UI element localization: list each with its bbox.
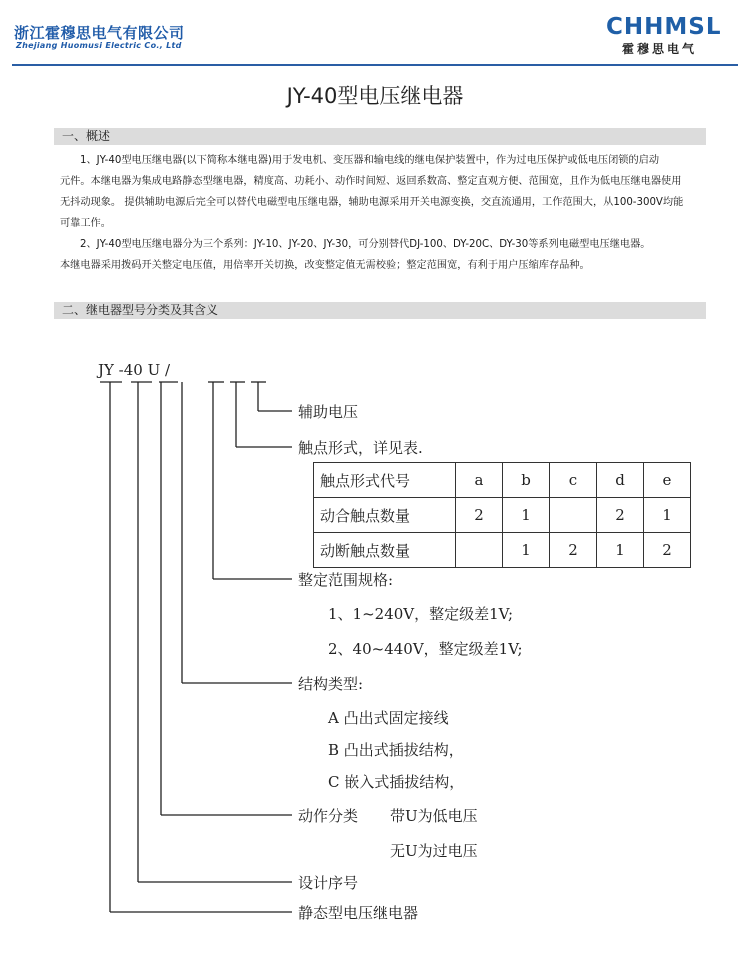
design-serial-label: 设计序号 bbox=[298, 874, 359, 892]
table-cell: 2 bbox=[550, 533, 597, 568]
contact-form-label: 触点形式，详见表. bbox=[298, 439, 423, 457]
table-row bbox=[314, 533, 691, 568]
overview-p2-line2: 本继电器采用拨码开关整定电压值，用倍率开关切换，改变整定值无需校验；整定范围宽，有利于用户压缩库存品种。 bbox=[60, 260, 590, 271]
static-relay-label: 静态型电压继电器 bbox=[298, 904, 419, 922]
section-heading-overview: 一、概述 bbox=[54, 128, 706, 145]
action-type-label: 动作分类 bbox=[298, 807, 359, 825]
action-without-u: 无U为过电压 bbox=[390, 842, 478, 860]
table-cell: 2 bbox=[456, 498, 503, 533]
table-row-label: 动断触点数量 bbox=[314, 533, 456, 568]
overview-p1-line4: 可靠工作。 bbox=[60, 218, 111, 229]
table-row bbox=[314, 463, 691, 498]
structure-option-a: A 凸出式固定接线 bbox=[328, 709, 449, 727]
brand-logo: CHHMSL bbox=[606, 14, 722, 40]
structure-type-label: 结构类型: bbox=[298, 675, 364, 693]
structure-option-c: C 嵌入式插拔结构， bbox=[328, 773, 465, 791]
table-row-label: 动合触点数量 bbox=[314, 498, 456, 533]
table-cell: d bbox=[597, 463, 644, 498]
company-name-cn: 浙江霍穆思电气有限公司 bbox=[14, 24, 185, 42]
table-cell: 1 bbox=[503, 498, 550, 533]
overview-p1-line2: 元件。本继电器为集成电路静态型继电器，精度高、功耗小、动作时间短、返回系数高、整定直观方便、范围宽，且作为低电压继电器使用 bbox=[60, 176, 682, 187]
aux-voltage-label: 辅助电压 bbox=[298, 403, 359, 421]
structure-option-b: B 凸出式插拔结构， bbox=[328, 741, 464, 759]
document-title: JY-40型电压继电器 bbox=[286, 84, 464, 108]
setting-range-option-2: 2、40~440V，整定级差1V; bbox=[328, 640, 523, 658]
brand-logo-subtitle: 霍穆思电气 bbox=[622, 42, 698, 56]
table-row bbox=[314, 498, 691, 533]
setting-range-option-1: 1、1~240V，整定级差1V; bbox=[328, 605, 514, 623]
table-cell bbox=[550, 498, 597, 533]
setting-range-label: 整定范围规格: bbox=[298, 571, 394, 589]
overview-p2-line1: 2、JY-40型电压继电器分为三个系列：JY-10、JY-20、JY-30，可分别替代DJ-100、DY-20C、DY-30等系列电磁型电压继电器。 bbox=[80, 239, 651, 250]
table-header-label: 触点形式代号 bbox=[314, 463, 456, 498]
contact-form-table bbox=[313, 462, 691, 568]
company-name-en: Zhejiang Huomusi Electric Co., Ltd bbox=[16, 41, 182, 50]
action-with-u: 带U为低电压 bbox=[390, 807, 478, 825]
model-code: JY -40 U / bbox=[98, 361, 171, 379]
table-cell: 1 bbox=[503, 533, 550, 568]
table-cell: e bbox=[644, 463, 691, 498]
table-cell: 2 bbox=[644, 533, 691, 568]
table-cell: c bbox=[550, 463, 597, 498]
overview-p1-line3: 无抖动现象。 提供辅助电源后完全可以替代电磁型电压继电器，辅助电源采用开关电源变换，交直流通用，工作范围大，从100-300V均能 bbox=[60, 197, 684, 208]
overview-p1-line1: 1、JY-40型电压继电器(以下简称本继电器)用于发电机、变压器和输电线的继电保护装置中，作为过电压保护或低电压闭锁的启动 bbox=[80, 155, 660, 166]
table-cell: b bbox=[503, 463, 550, 498]
table-cell: 1 bbox=[644, 498, 691, 533]
table-cell bbox=[456, 533, 503, 568]
table-cell: a bbox=[456, 463, 503, 498]
table-cell: 2 bbox=[597, 498, 644, 533]
table-cell: 1 bbox=[597, 533, 644, 568]
section-heading-model-classification: 二、继电器型号分类及其含义 bbox=[54, 302, 706, 319]
